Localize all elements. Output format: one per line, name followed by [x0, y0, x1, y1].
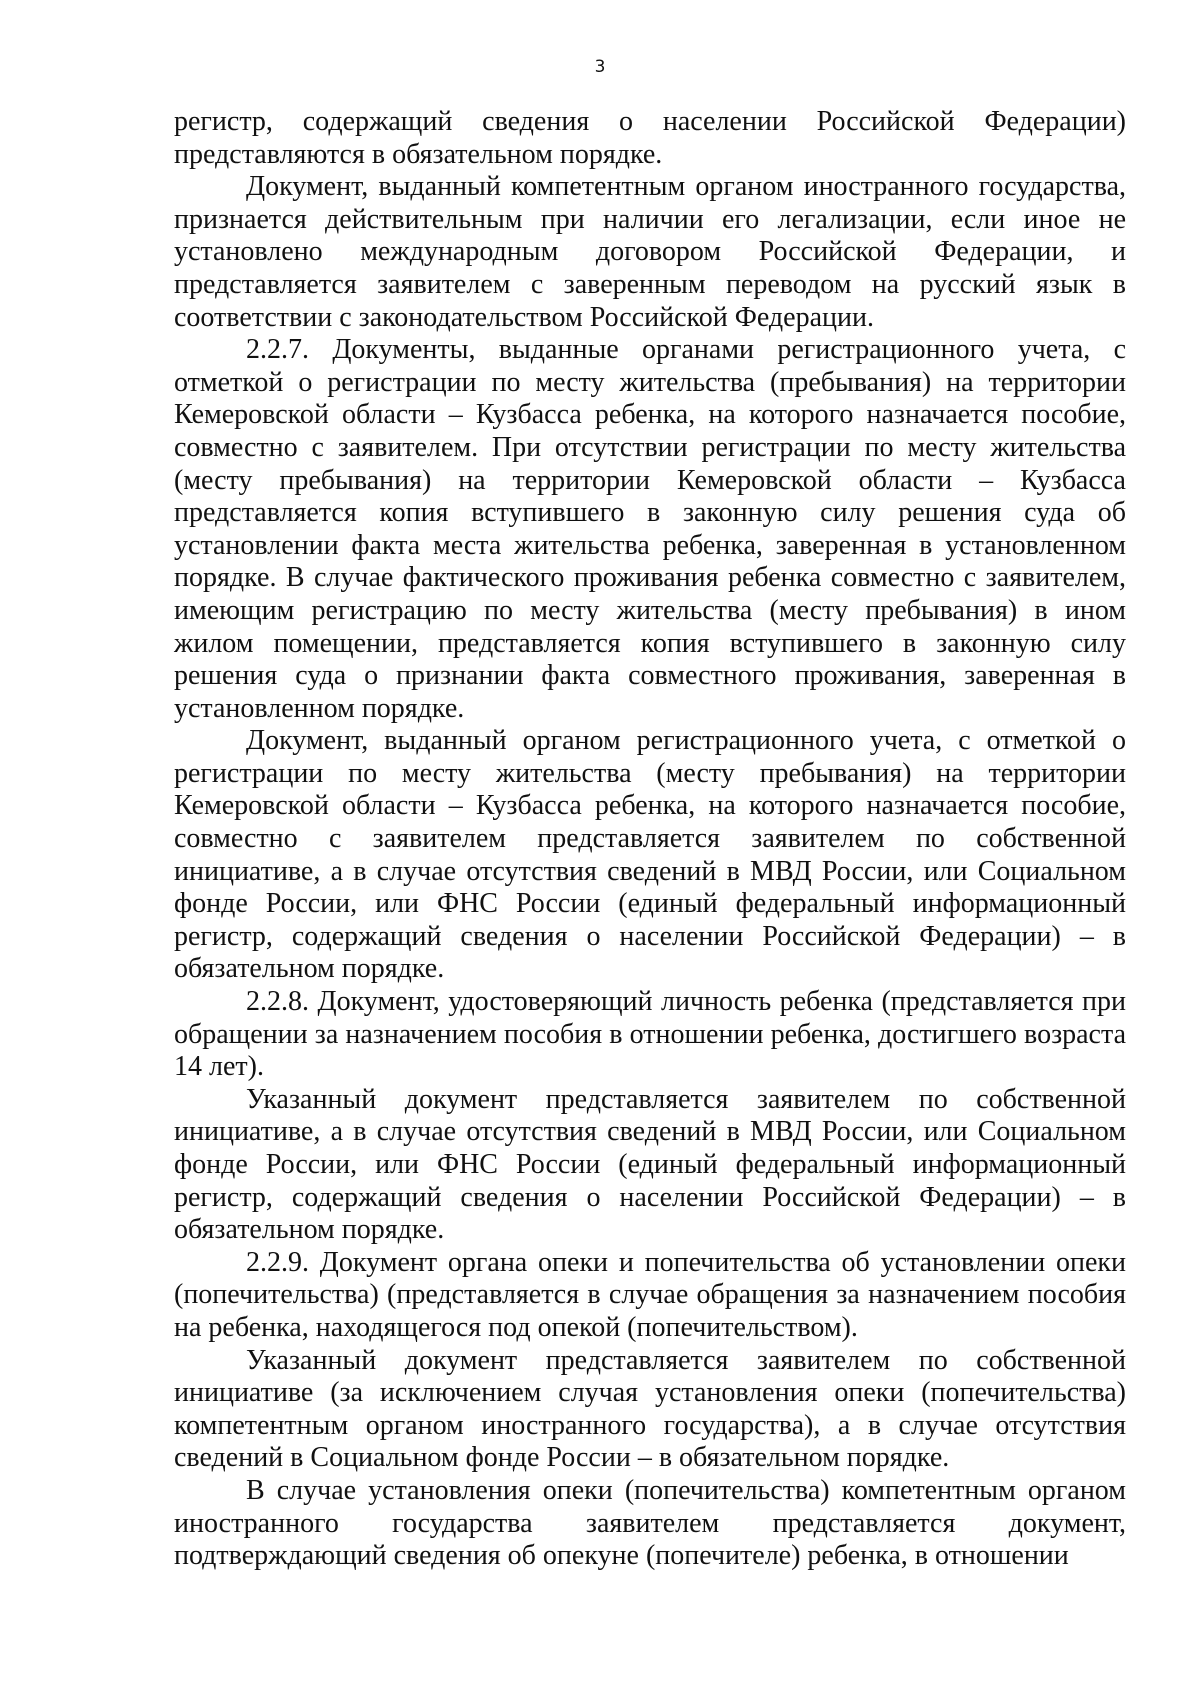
document-body: [174, 106, 1126, 1573]
paragraph-2-2-8: 2.2.8. Документ, удостоверяющий личность ребенка (представляется при обращении за назначением пособия в отношении ребенка, достигшего возраста 14 лет).: [174, 986, 1126, 1083]
paragraph-continuation: регистр, содержащий сведения о населении Российской Федерации) представляются в обязательном порядке.: [174, 106, 1126, 170]
paragraph-identity-document: Указанный документ представляется заявителем по собственной инициативе, а в случае отсутствия сведений в МВД России, или Социальном фонде России, или ФНС России (единый федеральный информационный регистр, содержащий сведения о населении Российской Федерации) – в обязательном порядке.: [174, 1083, 1126, 1246]
paragraph-registration-document: Документ, выданный органом регистрационного учета, с отметкой о регистрации по месту жительства (месту пребывания) на территории Кемеровской области – Кузбасса ребенка, на которого назначается пособие, совместно с заявителем представляется заявителем по собственной инициативе, а в случае отсутствия сведений в МВД России, или Социальном фонде России, или ФНС России (единый федеральный информационный регистр, содержащий сведения о населении Российской Федерации) – в обязательном порядке.: [174, 725, 1126, 985]
paragraph-2-2-9: 2.2.9. Документ органа опеки и попечительства об установлении опеки (попечительства) (представляется в случае обращения за назначением пособия на ребенка, находящегося под опекой (попечительством).: [174, 1246, 1126, 1343]
page-number: 3: [594, 57, 606, 77]
paragraph-guardianship-document: Указанный документ представляется заявителем по собственной инициативе (за исключением случая установления опеки (попечительства) компетентным органом иностранного государства), а в случае отсутствия сведений в Социальном фонде России – в обязательном порядке.: [174, 1344, 1126, 1474]
paragraph-2-2-7: 2.2.7. Документы, выданные органами регистрационного учета, с отметкой о регистрации по месту жительства (пребывания) на территории Кемеровской области – Кузбасса ребенка, на которого назначается пособие, совместно с заявителем. При отсутствии регистрации по месту жительства (месту пребывания) на территории Кемеровской области – Кузбасса представляется копия вступившего в законную силу решения суда об установлении факта места жительства ребенка, заверенная в установленном порядке. В случае фактического проживания ребенка совместно с заявителем, имеющим регистрацию по месту жительства (месту пребывания) в ином жилом помещении, представляется копия вступившего в законную силу решения суда о признании факта совместного проживания, заверенная в установленном порядке.: [174, 334, 1126, 724]
paragraph-foreign-guardianship: В случае установления опеки (попечительства) компетентным органом иностранного государства заявителем представляется документ, подтверждающий сведения об опекуне (попечителе) ребенка, в отношении: [174, 1474, 1126, 1572]
paragraph-foreign-document: Документ, выданный компетентным органом иностранного государства, признается действительным при наличии его легализации, если иное не установлено международным договором Российской Федерации, и представляется заявителем с заверенным переводом на русский язык в соответствии с законодательством Российской Федерации.: [174, 171, 1126, 333]
